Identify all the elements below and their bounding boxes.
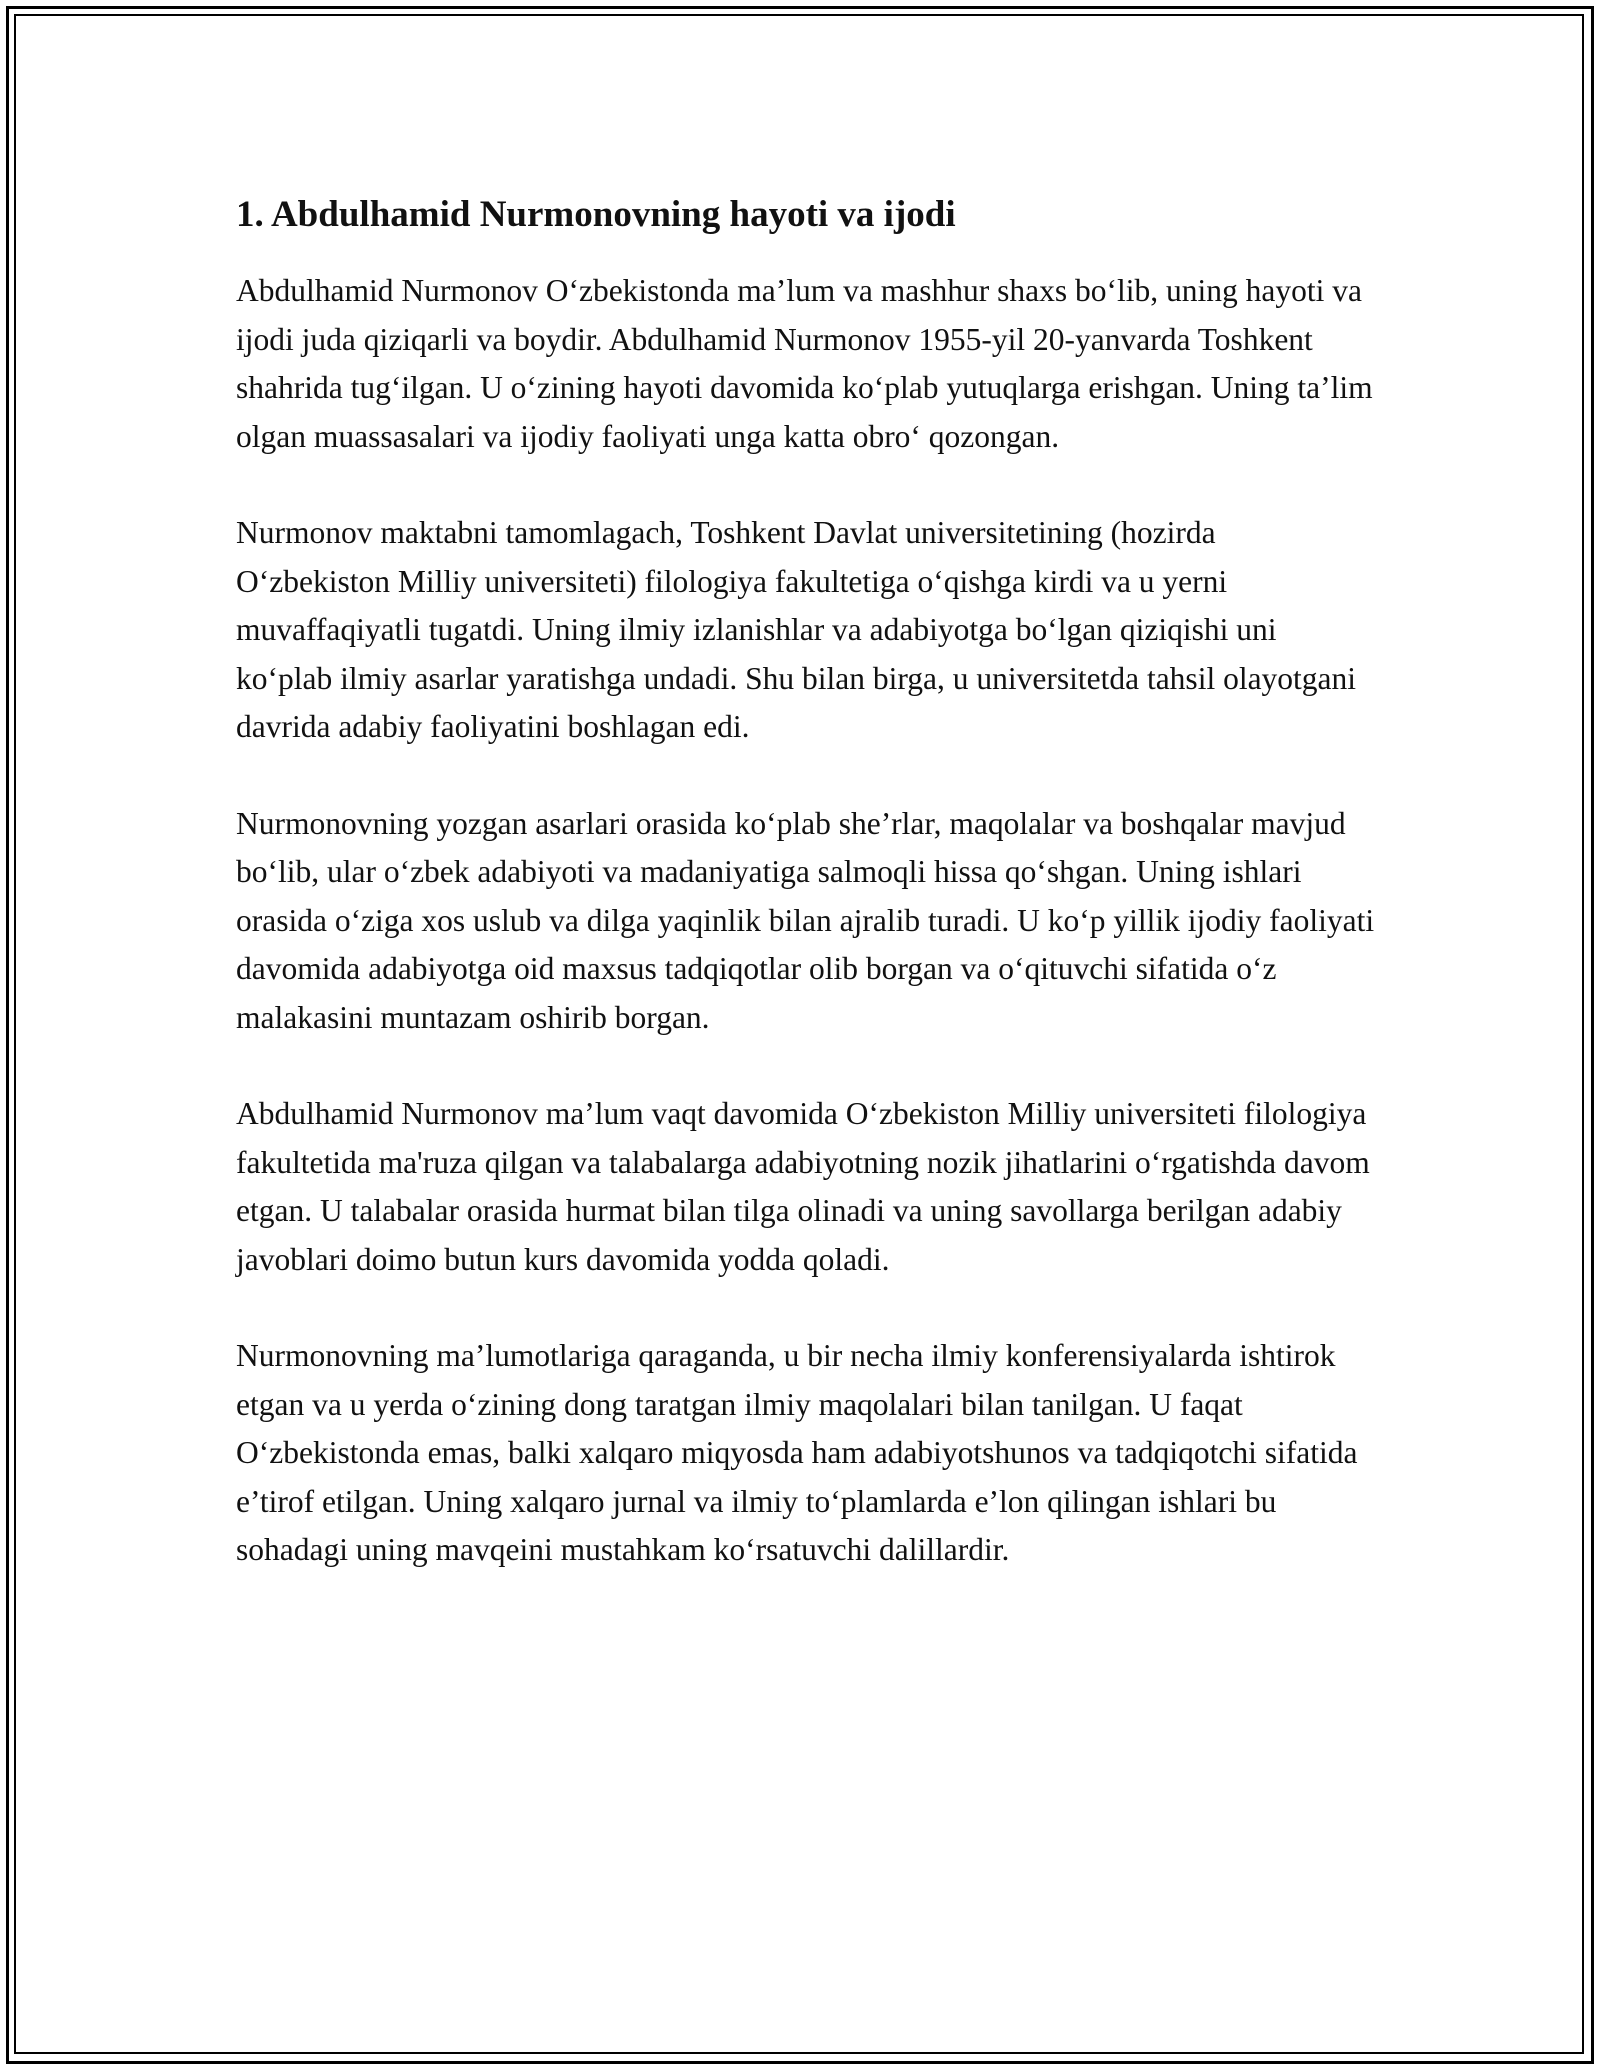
paragraph-1: Abdulhamid Nurmonov O‘zbekistonda ma’lum va mashhur shaxs bo‘lib, uning hayoti va ijodi juda qiziqarli va boydir. Abdulhamid Nurmonov 1955-yil 20-yanvarda Toshkent shahrida tug‘ilgan. U o‘zining hayoti davomida ko‘plab yutuqlarga erishgan. Uning ta’lim olgan muassasalari va ijodiy faoliyati unga katta obro‘ qozongan.: [236, 273, 1373, 454]
document-body: [236, 185, 1376, 1623]
paragraph-5: Nurmonovning ma’lumotlariga qaraganda, u bir necha ilmiy konferensiyalarda ishtirok etgan va u yerda o‘zining dong taratgan ilmiy maqolalari bilan tanilgan. U faqat O‘zbekistonda emas, balki xalqaro miqyosda ham adabiyotshunos va tadqiqotchi sifatida e’tirof etilgan. Uning xalqaro jurnal va ilmiy to‘plamlarda e’lon qilingan ishlari bu sohadagi uning mavqeini mustahkam ko‘rsatuvchi dalillardir.: [236, 1338, 1358, 1567]
paragraph-4: Abdulhamid Nurmonov ma’lum vaqt davomida O‘zbekiston Milliy universiteti filologiya fakultetida ma'ruza qilgan va talabalarga adabiyotning nozik jihatlarini o‘rgatishda davom etgan. U talabalar orasida hurmat bilan tilga olinadi va uning savollarga berilgan adabiy javoblari doimo butun kurs davomida yodda qoladi.: [236, 1096, 1370, 1277]
paragraph-3: Nurmonovning yozgan asarlari orasida ko‘plab she’rlar, maqolalar va boshqalar mavjud bo‘lib, ular o‘zbek adabiyoti va madaniyatiga salmoqli hissa qo‘shgan. Uning ishlari orasida o‘ziga xos uslub va dilga yaqinlik bilan ajralib turadi. U ko‘p yillik ijodiy faoliyati davomida adabiyotga oid maxsus tadqiqotlar olib borgan va o‘qituvchi sifatida o‘z malakasini muntazam oshirib borgan.: [236, 805, 1375, 1035]
paragraph-2: Nurmonov maktabni tamomlagach, Toshkent Davlat universitetining (hozirda O‘zbekiston Milliy universiteti) filologiya fakultetiga o‘qishga kirdi va u yerni muvaffaqiyatli tugatdi. Uning ilmiy izlanishlar va adabiyotga bo‘lgan qiziqishi uni ko‘plab ilmiy asarlar yaratishga undadi. Shu bilan birga, u universitetda tahsil olayotgani davrida adabiy faoliyatini boshlagan edi.: [236, 515, 1357, 744]
document-title: 1. Abdulhamid Nurmonovning hayoti va ijodi: [236, 194, 956, 235]
